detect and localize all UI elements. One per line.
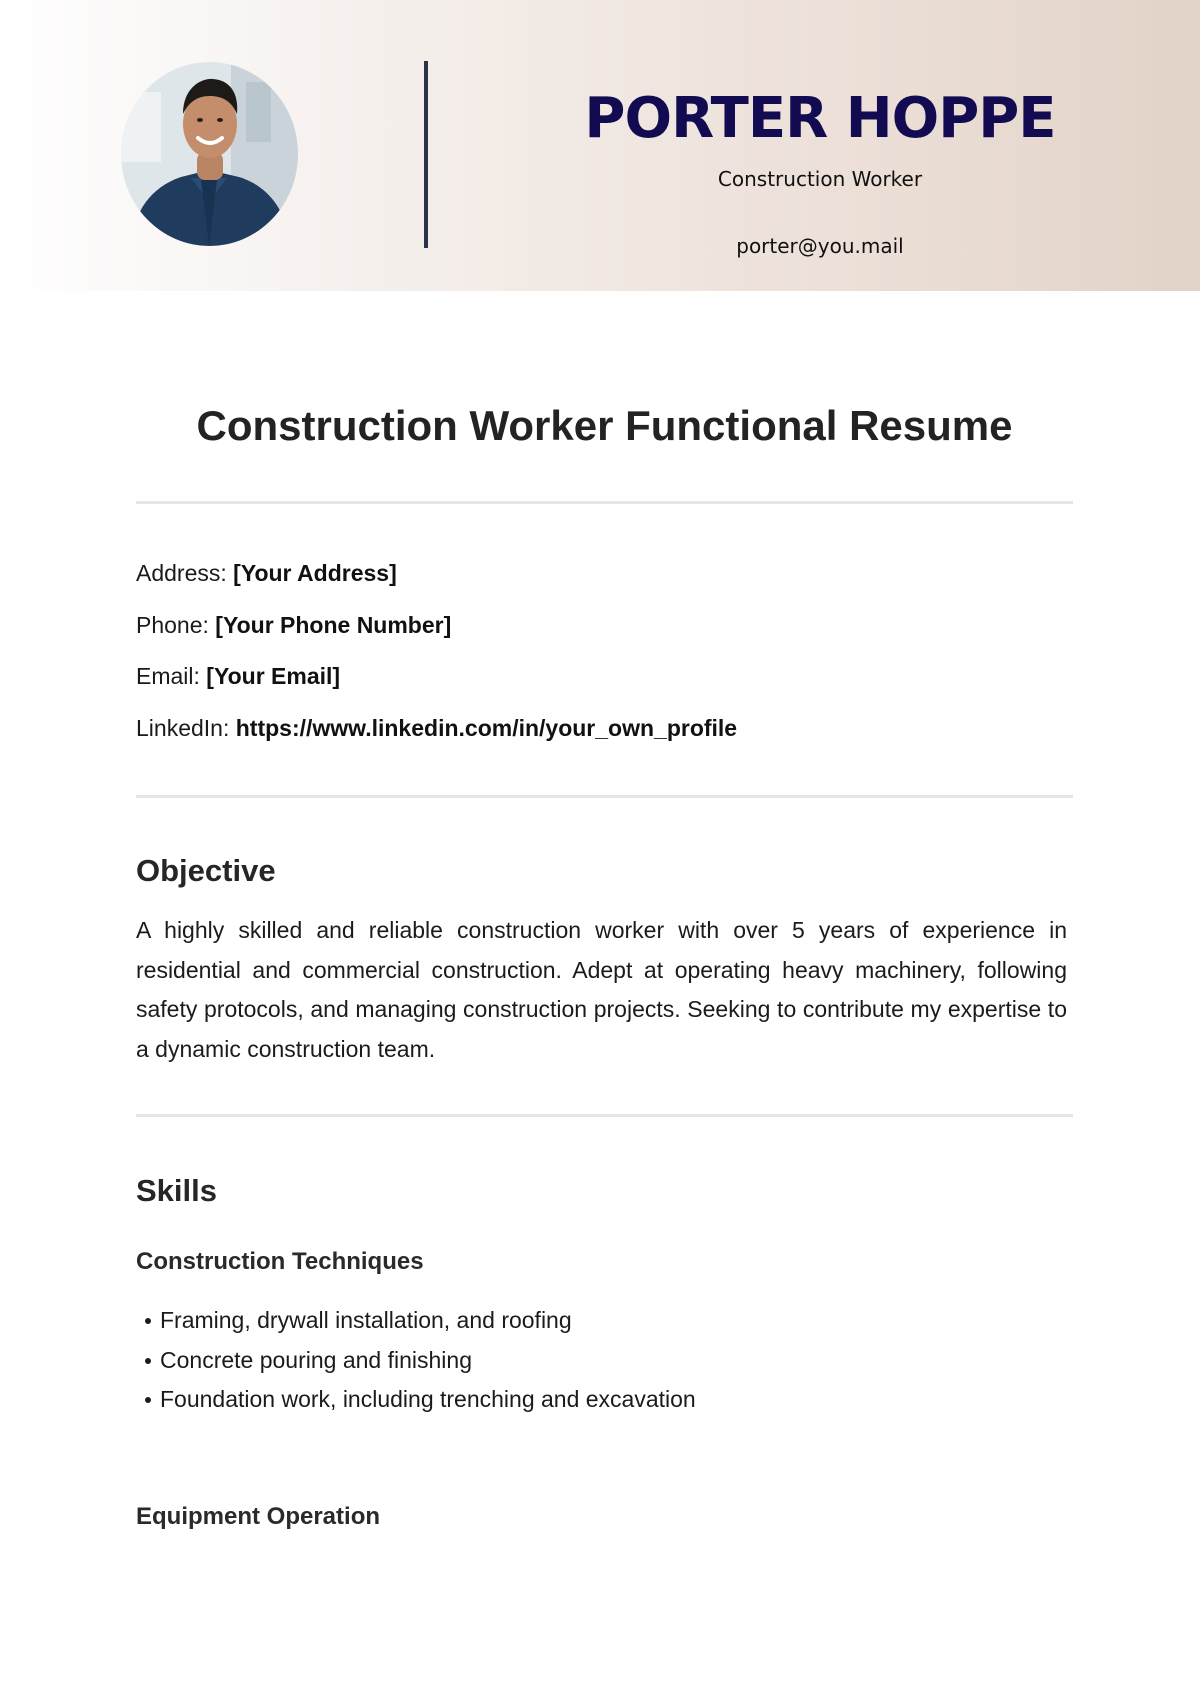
contact-phone-label: Phone: [136,612,209,638]
list-item-text: Framing, drywall installation, and roofing [160,1307,572,1333]
list-item [136,1380,1036,1420]
objective-heading: Objective [136,853,276,888]
header-vertical-divider [424,61,428,248]
candidate-job-title: Construction Worker [717,167,923,191]
bullet-icon [145,1318,151,1324]
section-divider [136,501,1073,504]
candidate-name: PORTER HOPPE [584,86,1056,151]
contact-email-label: Email: [136,663,200,689]
bullet-icon [145,1397,151,1403]
contact-address-label: Address: [136,560,227,586]
bullet-icon [145,1358,151,1364]
objective-text: A highly skilled and reliable construction worker with over 5 years of experience in residential and commercial construction. Adept at operating heavy machinery, following safety protocols, and managing construction projects. Seeking to contribute my expertise to a dynamic construction team. [136,917,1067,1062]
contact-linkedin-label: LinkedIn: [136,715,230,741]
list-item-text: Concrete pouring and finishing [160,1346,472,1373]
skill-list [136,1301,1036,1420]
contact-linkedin [136,713,1073,743]
skill-group-title: Equipment Operation [136,1503,381,1530]
candidate-email: porter@you.mail [736,234,904,258]
list-item-text: Foundation work, including trenching and excavation [160,1386,696,1412]
skills-heading: Skills [136,1173,217,1208]
section-divider [136,1114,1073,1117]
section-divider [136,795,1073,798]
contact-linkedin-value: https://www.linkedin.com/in/your_own_profile [235,715,738,741]
contact-phone [136,610,1073,640]
profile-photo-image [121,62,298,246]
skill-group-title: Construction Techniques [136,1248,424,1275]
contact-email-value: [Your Email] [206,663,341,689]
contact-address [136,558,1073,588]
header-band [0,0,1200,291]
contact-phone-value: [Your Phone Number] [215,612,452,638]
document-title: Construction Worker Functional Resume [196,402,1013,449]
contact-email [136,661,1073,691]
list-item [136,1341,1036,1381]
contact-address-value: [Your Address] [233,560,397,586]
profile-photo [121,62,298,246]
list-item [136,1301,1036,1341]
